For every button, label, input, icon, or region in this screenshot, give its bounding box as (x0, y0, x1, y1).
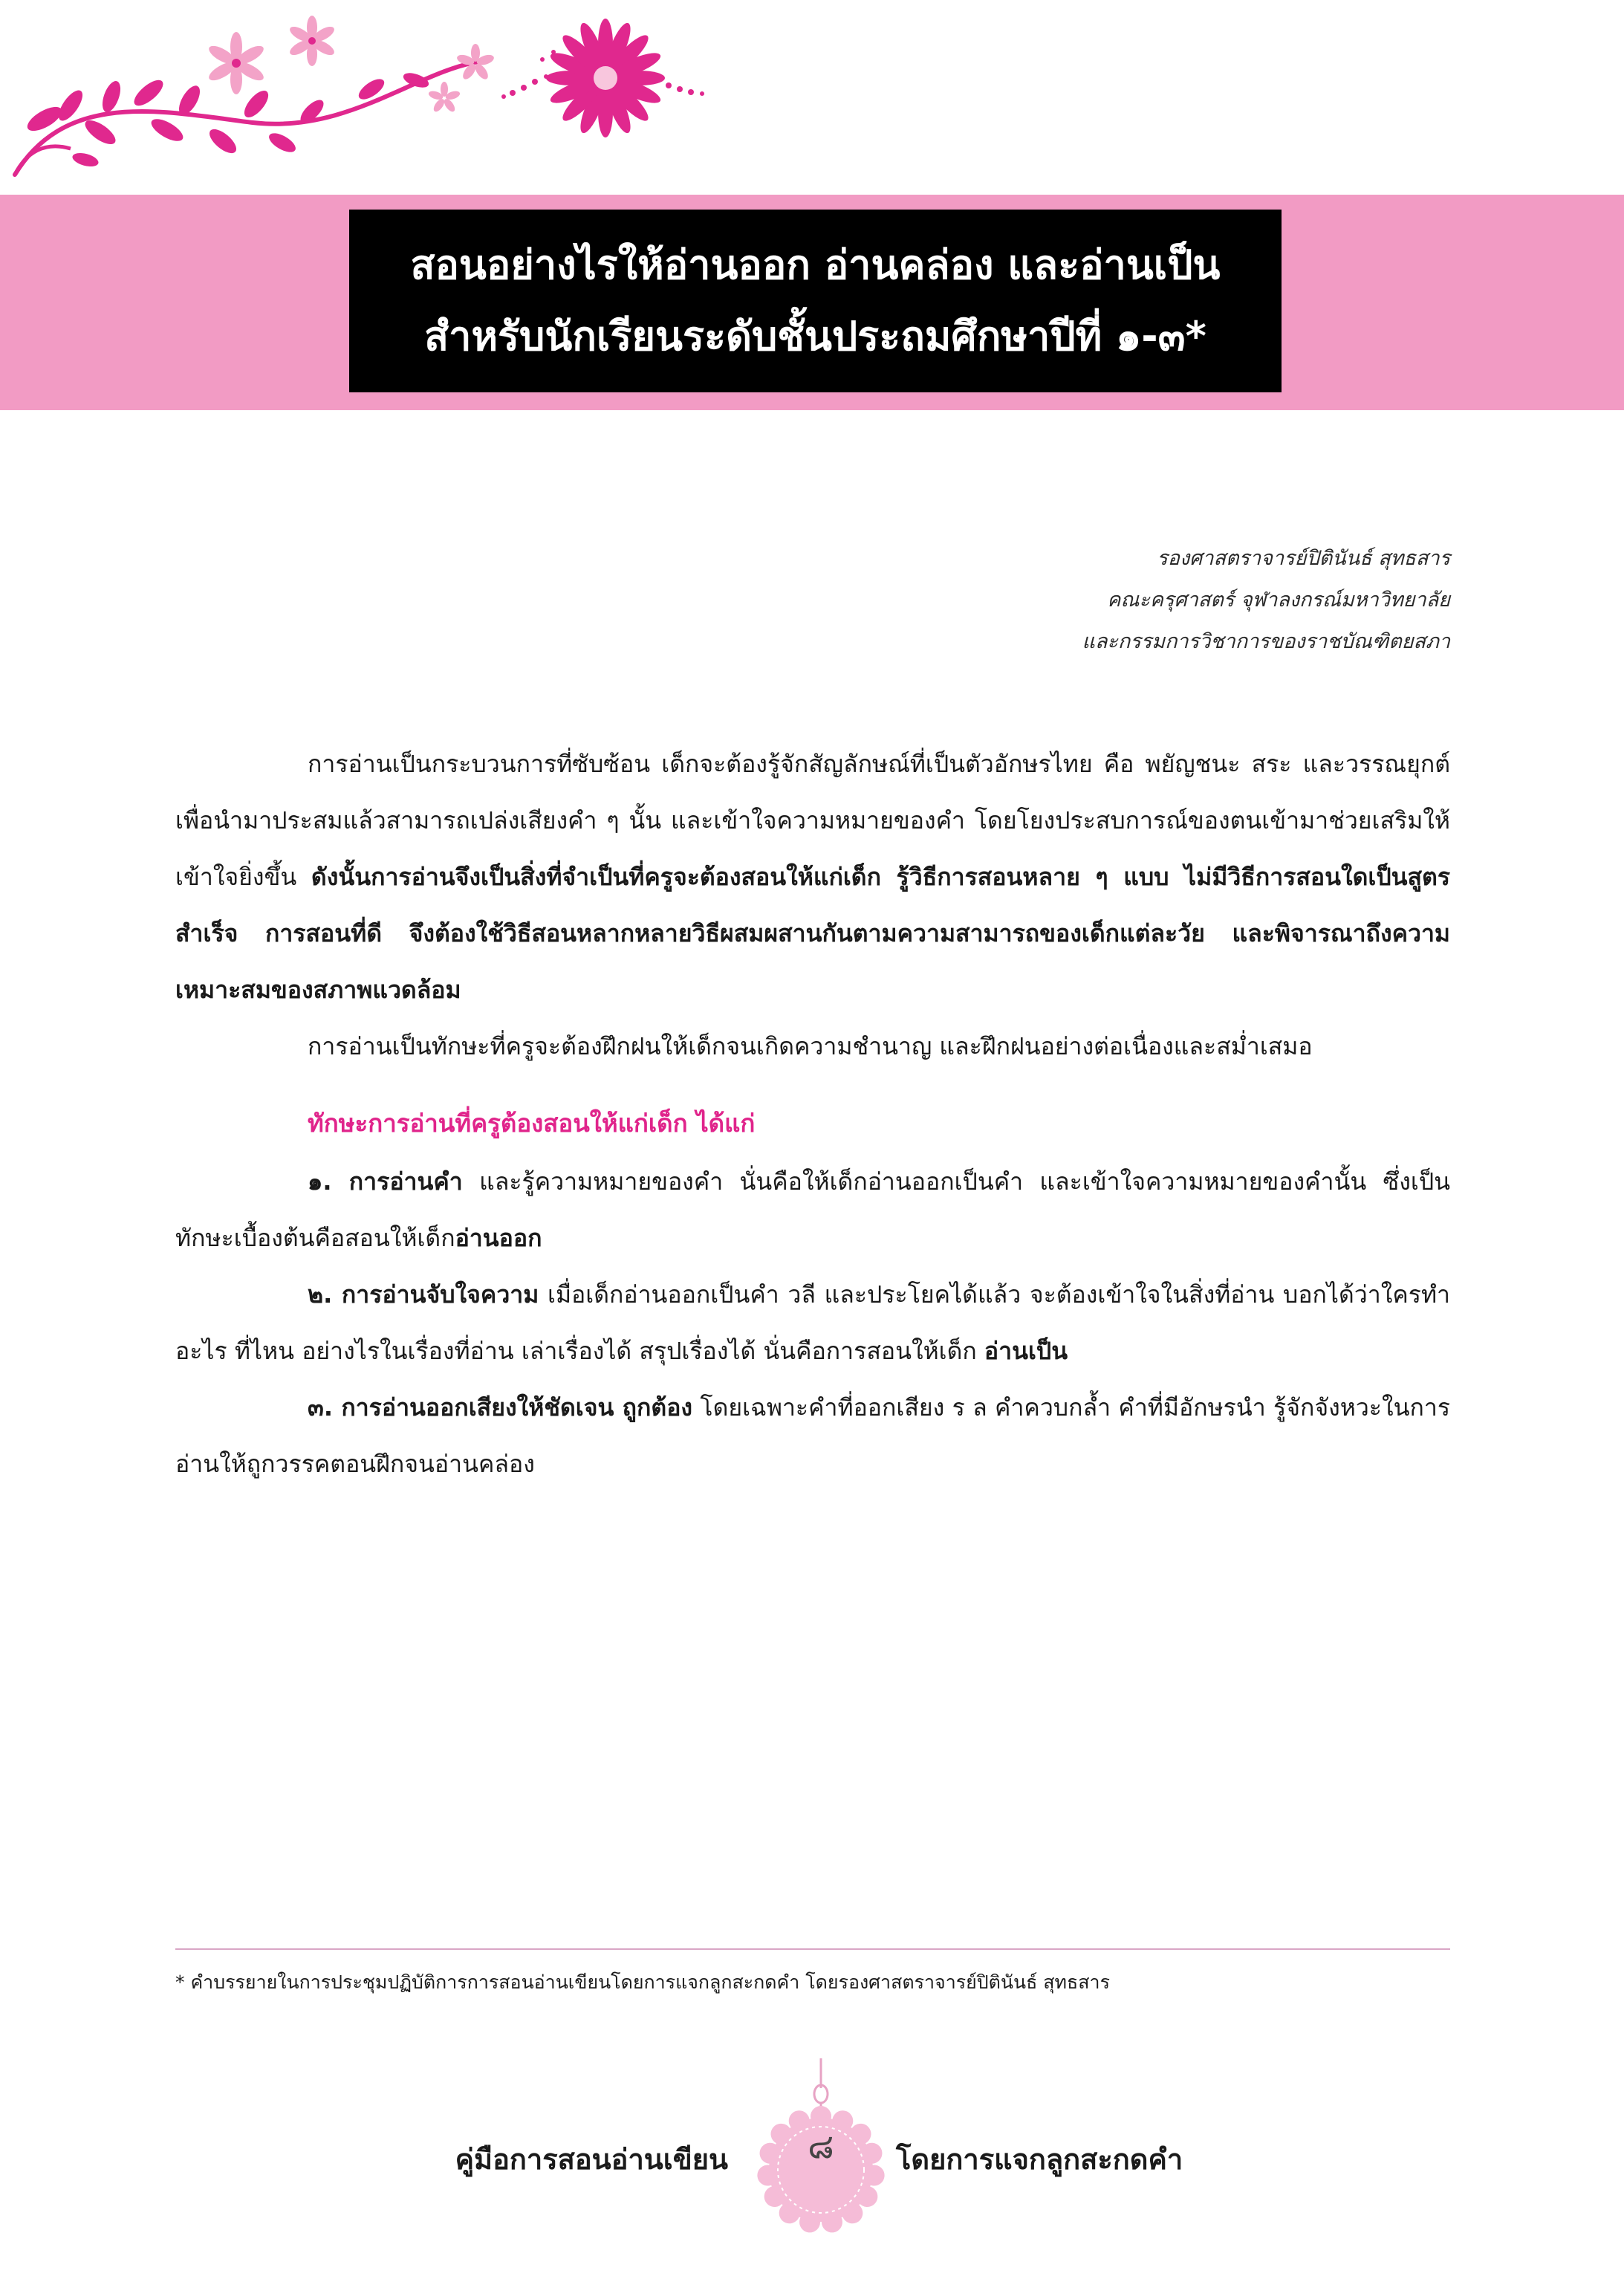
skill-item-1 (175, 1153, 1450, 1266)
floral-vine-decoration (0, 0, 743, 193)
paragraph-intro-text: การอ่านเป็นกระบวนการที่ซับซ้อน เด็กจะต้องรู้จักสัญลักษณ์ที่เป็นตัวอักษรไทย คือ พยัญชนะ สระ และวรรณยุกต์ เพื่อนำมาประสมแล้วสามารถเปล่งเสียงคำ ๆ นั้น และเข้าใจความหมายของคำ โดยโยงประสบการณ์ของตนเข้ามาช่วยเสริมให้เข้าใจยิ่งขึ้น (175, 750, 1450, 891)
article-body (175, 736, 1450, 1492)
paragraph-intro-bold: ดังนั้นการอ่านจึงเป็นสิ่งที่จำเป็นที่ครูจะต้องสอนให้แก่เด็ก รู้วิธีการสอนหลาย ๆ แบบ ไม่มีวิธีการสอนใดเป็นสูตรสำเร็จ การสอนที่ดี จึงต้องใช้วิธีสอนหลากหลายวิธีผสมผสานกันตามความสามารถของเด็กแต่ละวัย และพิจารณาถึงความเหมาะสมของสภาพแวดล้อม (175, 863, 1451, 1004)
skill-item-2-end: อ่านเป็น (984, 1337, 1068, 1365)
skill-item-1-title: ๑. การอ่านคำ (308, 1167, 463, 1196)
title-box (349, 210, 1282, 392)
author-block (782, 538, 1450, 663)
paragraph-intro (175, 736, 1450, 1018)
page-title-line-2: สำหรับนักเรียนระดับชั้นประถมศึกษาปีที่ ๑-๓* (424, 313, 1206, 360)
footnote: * คำบรรยายในการประชุมปฏิบัติการการสอนอ่านเขียนโดยการแจกลูกสะกดคำ โดยรองศาสตราจารย์ปิตินันธ์ สุทธสาร (175, 1971, 1111, 1993)
footer-left-title: คู่มือการสอนอ่านเขียน (455, 2143, 728, 2176)
skill-item-3-text: โดยเฉพาะคำที่ออกเสียง ร ล คำควบกล้ำ คำที่มีอักษรนำ รู้จักจังหวะในการอ่านให้ถูกวรรคตอนฝึกจนอ่านคล่อง (175, 1393, 1451, 1478)
paragraph-practice: การอ่านเป็นทักษะที่ครูจะต้องฝึกฝนให้เด็กจนเกิดความชำนาญ และฝึกฝนอย่างต่อเนื่องและสม่ำเสมอ (308, 1032, 1313, 1060)
skill-item-3-title: ๓. การอ่านออกเสียงให้ชัดเจน ถูกต้อง (308, 1393, 693, 1422)
page-number: ๘ (808, 2126, 834, 2166)
author-committee: และกรรมการวิชาการของราชบัณฑิตยสภา (1082, 630, 1450, 653)
page-title-line-1: สอนอย่างไรให้อ่านออก อ่านคล่อง และอ่านเป็น (410, 242, 1221, 288)
author-name: รองศาสตราจารย์ปิตินันธ์ สุทธสาร (1157, 547, 1450, 570)
footnote-divider (175, 1948, 1450, 1950)
skill-item-3 (175, 1379, 1450, 1492)
skill-item-1-text: และรู้ความหมายของคำ นั่นคือให้เด็กอ่านออกเป็นคำ และเข้าใจความหมายของคำนั้น ซึ่งเป็นทักษะเบื้องต้นคือสอนให้เด็ก (175, 1167, 1451, 1252)
footer-right-title: โดยการแจกลูกสะกดคำ (896, 2143, 1183, 2176)
skill-item-2-title: ๒. การอ่านจับใจความ (308, 1280, 539, 1309)
skill-item-2 (175, 1266, 1450, 1379)
section-heading: ทักษะการอ่านที่ครูต้องสอนให้แก่เด็ก ได้แก่ (308, 1109, 756, 1138)
skill-item-2-text: เมื่อเด็กอ่านออกเป็นคำ วลี และประโยคได้แล้ว จะต้องเข้าใจในสิ่งที่อ่าน บอกได้ว่าใครทำอะไร ที่ไหน อย่างไรในเรื่องที่อ่าน เล่าเรื่องได้ สรุปเรื่องได้ นั่นคือการสอนให้เด็ก (175, 1280, 1451, 1365)
author-faculty: คณะครุศาสตร์ จุฬาลงกรณ์มหาวิทยาลัย (1107, 589, 1450, 612)
skill-item-1-end: อ่านออก (455, 1224, 542, 1252)
